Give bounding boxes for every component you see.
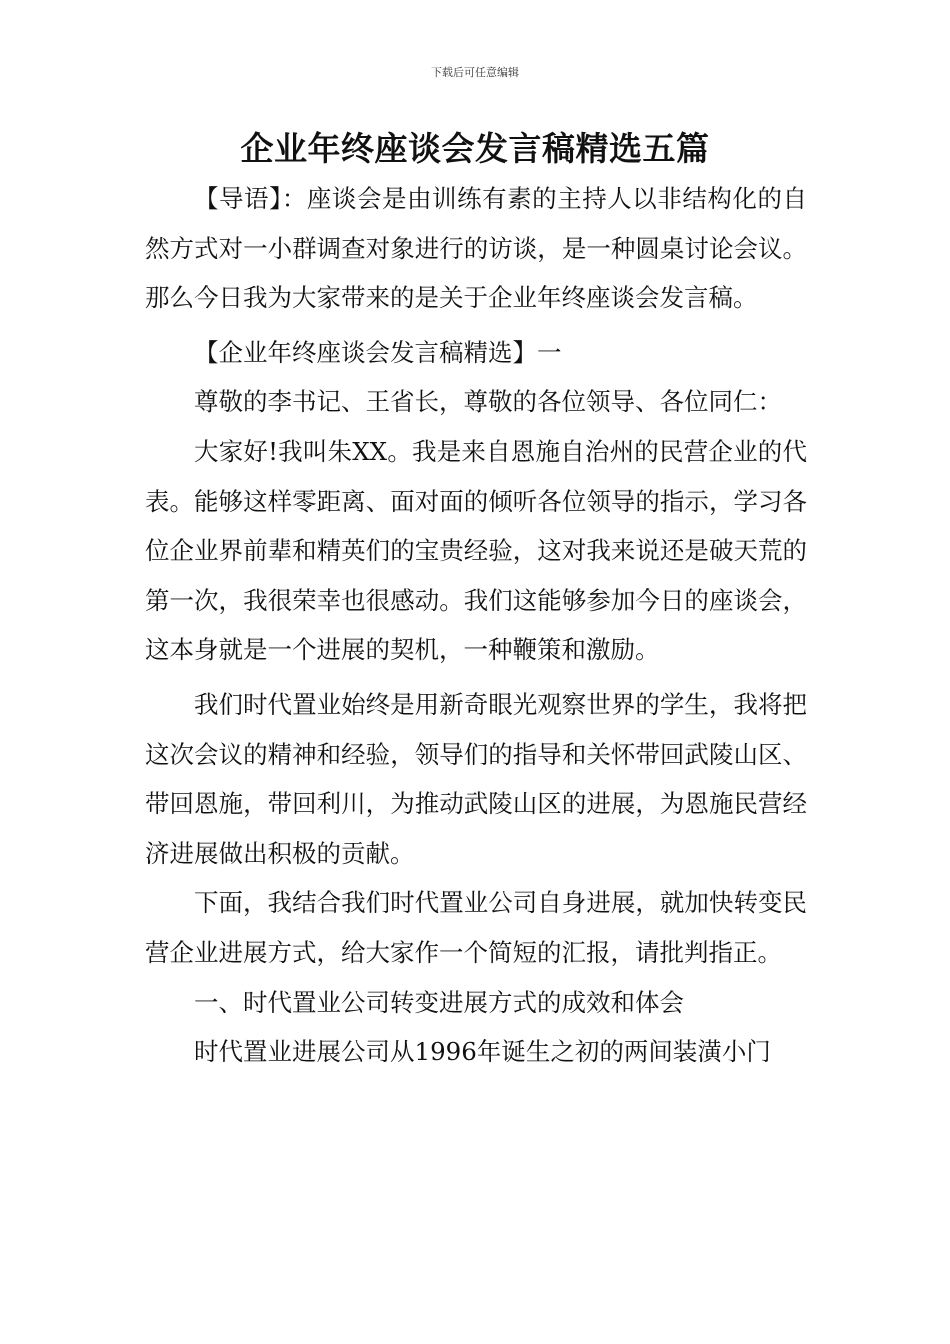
- paragraph-self-introduction: 大家好!我叫朱XX。我是来自恩施自治州的民营企业的代表。能够这样零距离、面对面的倾听各位领导的指示，学习各位企业界前辈和精英们的宝贵经验，这对我来说还是破天荒的第一次，我很荣幸也很感动。我们这能够参加今日的座谈会，这本身就是一个进展的契机，一种鞭策和激励。: [145, 436, 807, 665]
- paragraph-report-intro: 下面，我结合我们时代置业公司自身进展，就加快转变民营企业进展方式，给大家作一个简短的汇报，请批判指正。: [145, 888, 807, 967]
- section-heading-results: 一、时代置业公司转变进展方式的成效和体会: [194, 987, 684, 1017]
- paragraph-company-history: 时代置业进展公司从1996年诞生之初的两间装潢小门: [194, 1037, 771, 1067]
- paragraph-salutation: 尊敬的李书记、王省长，尊敬的各位领导、各位同仁：: [194, 387, 782, 417]
- paragraph-commitment: 我们时代置业始终是用新奇眼光观察世界的学生，我将把这次会议的精神和经验，领导们的指导和关怀带回武陵山区、带回恩施，带回利川，为推动武陵山区的进展，为恩施民营经济进展做出积极的贡献。: [145, 689, 807, 868]
- document-title: 企业年终座谈会发言稿精选五篇: [240, 129, 710, 168]
- section-heading-part-one: 【企业年终座谈会发言稿精选】一: [194, 337, 562, 367]
- paragraph-intro: 【导语】：座谈会是由训练有素的主持人以非结构化的自然方式对一小群调查对象进行的访谈，是一种圆桌讨论会议。那么今日我为大家带来的是关于企业年终座谈会发言稿。: [145, 184, 807, 313]
- header-note: 下载后可任意编辑: [431, 66, 519, 79]
- document-body: [145, 174, 807, 1077]
